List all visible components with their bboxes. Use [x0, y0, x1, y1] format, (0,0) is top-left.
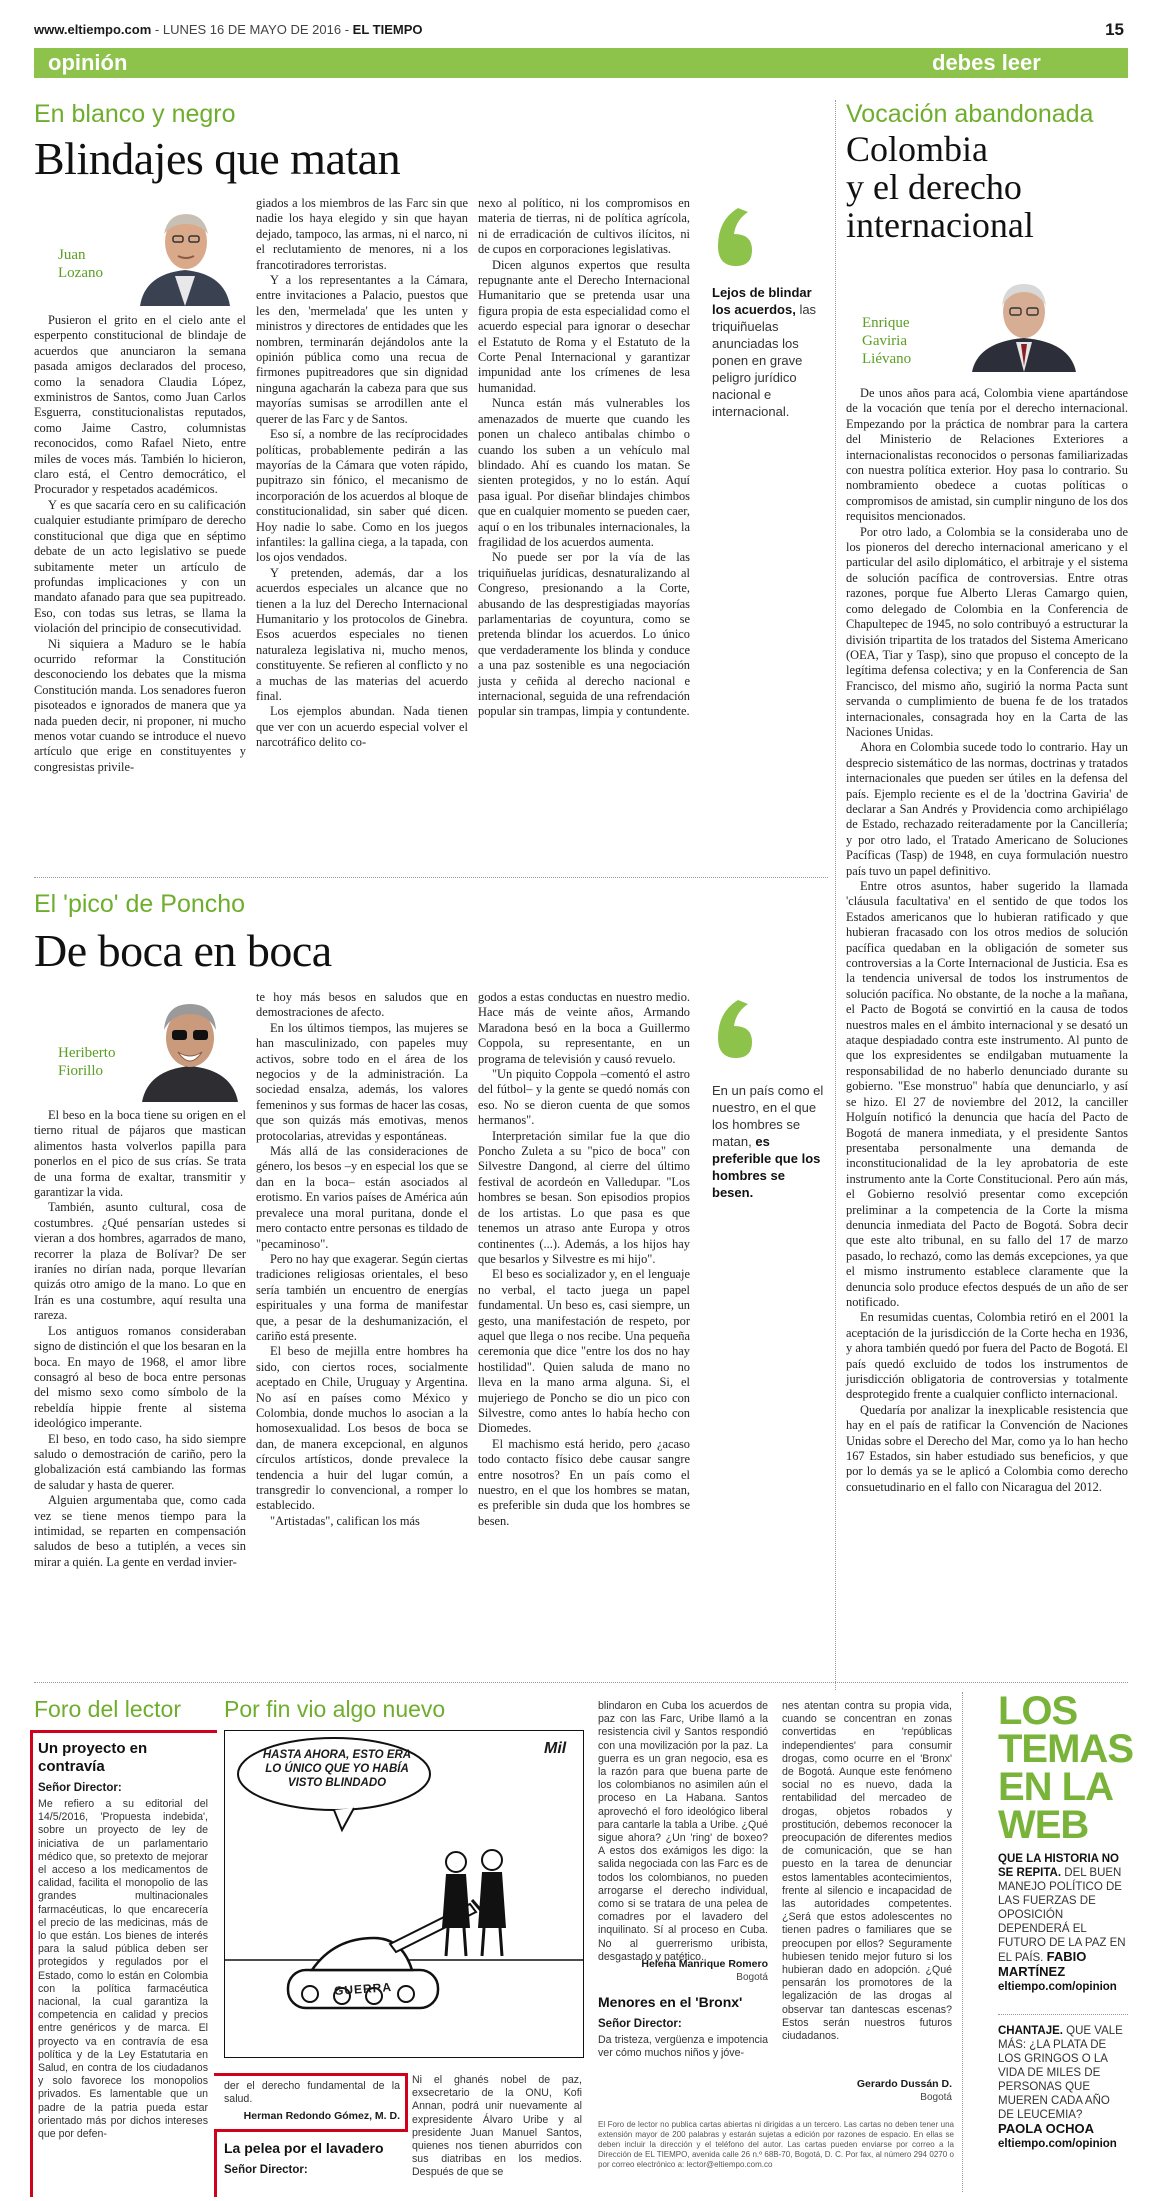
letter1-frame-step: [214, 2129, 408, 2132]
article1-title: Blindajes que matan: [34, 133, 401, 184]
letter2-salutation: Señor Director:: [224, 2164, 308, 2176]
article1-col1: Pusieron el grito en el cielo ante el esperpento constitucional de blindaje de acuerdos que anunciaron la semana pasada amigos declarados del proceso, como la senadora Claudia López, exministros de Santos, como Juan Carlos Esguerra, constitucionalistas reputados, como Jaime Castro, columnistas reconocidos, como Rafael Nieto, entre miles de voces más. También lo hicieron, claro está, el Centro democrático, el Procurador y respetados académicos. Y es que sacaría cero en su calificación cualquier estudiante primíparo de derecho constitucional que diga que en séptimo debate de un acto legislativo se puede subitamente meter un artículo de profundas implicaciones y con un mandato afanado para que sea pupitreado. Eso, con todas sus letras, se llama la violación del principio de consecutividad. Ni siquiera a Maduro se le había ocurrido reformar la Constitución desconociendo los debates que la misma Constitución manda. Los senadores fueron pisoteados e ignorados de manera que ya nada pueden decir, ni proponer, ni mucho menos votar cuando se introduce el nuevo artículo que erige en constituyentes y congresistas privile-: [34, 313, 246, 774]
letter1-continued: der el derecho fundamental de la salud.: [224, 2080, 400, 2106]
divider: [34, 877, 828, 878]
letter3-title: Menores en el 'Bronx': [598, 1994, 743, 2010]
divider: [34, 1682, 1128, 1683]
divider: [998, 2014, 1128, 2015]
section-label: opinión: [48, 50, 128, 75]
letter3-city: Bogotá: [920, 2092, 952, 2103]
site-url[interactable]: www.eltiempo.com: [34, 22, 152, 37]
letter1-signature: Herman Redondo Gómez, M. D.: [243, 2110, 400, 2122]
author-photo-lozano: [130, 196, 240, 306]
author-photo-gaviria: [964, 274, 1084, 372]
article3-kicker: Vocación abandonada: [846, 100, 1094, 128]
foro-kicker: Foro del lector: [34, 1696, 182, 1722]
letter1-salutation: Señor Director:: [38, 1782, 122, 1794]
article1-kicker: En blanco y negro: [34, 100, 236, 128]
letter3-col2: nes atentan contra su propia vida, cuando se concentran en zonas convertidas en 'repúblicas independientes' para consumir drogas, como ocurre en el 'Bronx' de Bogotá. Aunque este fenómeno social no es nuevo, dada la rentabilidad del mercadeo de drogas, objetos robados y prostitución, debemos reconocer la preocupación de diferentes medios de comunicación, que se han puesto en la tarea de denunciar estos lamentables acontecimientos, frente al silencio e incapacidad de las autoridades competentes. ¿Será que estos adolescentes no tienen padres o familiares que se preocupen por ellos? Seguramente hubiesen tenido mejor futuro si los hubieran dado en adopción. ¿Qué pensarán los promotores de la legalización de las drogas al observar tan dantescas escenas? Estos serán nuestros futuros ciudadanos.: [782, 1700, 952, 2043]
letter1-title: Un proyecto en contravía: [38, 1740, 148, 1775]
divider: [835, 100, 836, 1690]
letter3-salutation: Señor Director:: [598, 2018, 682, 2030]
author-photo-fiorillo: [134, 990, 246, 1102]
letter2-title: La pelea por el lavadero: [224, 2140, 384, 2156]
cartoon-title: Por fin vio algo nuevo: [224, 1696, 446, 1722]
letter1-frame-bottom: [214, 2073, 406, 2076]
article2-title: De boca en boca: [34, 925, 332, 976]
article3-body: De unos años para acá, Colombia viene apartándose de la vocación que tenía por el derecho internacional. Empezando por la práctica de nombrar para la cartera del Ministerio de Relaciones Exteriores a internacionalistas reconocidos o personas familiarizadas con nuestra política exterior. Hoy pasa lo contrario. Su nombramiento obedece a cuotas políticas o compromisos de amistad, sin cumplir ninguno de los dos requisitos mencionados. Por otro lado, a Colombia se la consideraba uno de los pioneros del derecho internacional americano y el particular del asilo diplomático, el arbitraje y el sistema de solución pacífica de controversias. Entre otras razones, porque fue Alberto Lleras Camargo quien, como delegado de Colombia en la Conferencia de Chapultepec de 1945, no solo contribuyó a estructurar la división tripartita de los tratados del Sistema Americano (OEA, Tiar y Tasp), sino que propuso el concepto de la legítima defensa colectiva; y en la Conferencia de San Francisco, del mismo año, sugirió la norma Pacta sunt servanda o cumplimiento de buena fe de los tratados internacionales, consagrada hoy en la Carta de las Naciones Unidas. Ahora en Colombia sucede todo lo contrario. Hay un desprecio sistemático de las normas, doctrinas y tratados internacionales que pueden ser útiles en la defensa del país. Ejemplo reciente es el de la 'doctrina Gaviria' de declarar a San Andrés y Providencia como archipiélago de Estado, rechazado reiteradamente por la Cancillería; y por otro lado, el Tratado Americano de Soluciones Pacíficas (Tasp) de 1948, en cuya formulación nuestro país tuvo un papel definitivo. Entre otros asuntos, haber sugerido la llamada 'cláusula facultativa' en el sentido de que todos los Estados americanos que lo hubieran ratificado y que hubieran fracasado con los otros medios de solución pacífica quedaban en la obligación de someter sus controversias a la Corte Internacional de Justicia. Esa es la tendencia universal de todos los instrumentos de solución pacífica. No obstante, de la noche a la mañana, el Pacto de Bogotá se convirtió en la causa de todos nuestros males en el ámbito internacional y se desató un ataque despiadado contra este instrumento. Al punto de que los expresidentes se endilgaban mutuamente la responsabilidad de no haberlo denunciado durante su gobierno. "Ese monstruo" había que denunciarlo, y así se hizo. El 27 de noviembre del 2012, la canciller Holguín notificó la denuncia que hacía del Pacto de Bogotá de manera inmediata, y el presidente Santos presentaba personalmente una demanda de inconstitucionalidad de la ley aprobatoria de este instrumento ante la Corte Constitucional. Pero aún más, el Gobierno resolvió presentar como excepción preliminar a la competencia de la Corte la misma denuncia inmediata del Pacto de Bogotá. Sobra decir que este alto tribunal, en su fallo del 17 de marzo pasado, lo rechazó, como las demás excepciones, ya que el mismo instrumento establece claramente que la denuncia solo produce efectos después de un año de ser notificado. En resumidas cuentas, Colombia retiró en el 2001 la aceptación de la jurisdicción de la Corte hecha en 1936, y ahora también quedó por fuera del Pacto de Bogotá. El país quedó excluido de todos los instrumentos de jurisdicción obligatoria de controversias y totalmente desprotegido frente a cualquier conflicto internacional. Quedaría por analizar la inexplicable resistencia que hay en el país de ratificar la Convención de Naciones Unidas sobre el Derecho del Mar, como ya lo han hecho 167 Estados, sin haber estudiado sus beneficios, y que por lo demás ya se le aplicó a Colombia como derecho consuetudinario en el fallo con Nicaragua del 2012.: [846, 386, 1128, 1494]
article3-title: Colombia y el derecho internacional: [846, 129, 1034, 245]
letter2-signature: Helena Manrique Romero: [641, 1958, 768, 1970]
letter3-signature: Gerardo Dussán D.: [856, 2078, 952, 2090]
article2-pullquote: En un país como el nuestro, en el que los hombres se matan, es preferible que los hombres se besen.: [712, 1083, 824, 1200]
paper-name: EL TIEMPO: [352, 22, 423, 37]
article1-author: Juan Lozano: [58, 247, 103, 281]
letter1-body: Me refiero a su editorial del 14/5/2016, 'Propuesta indebida', sobre un proyecto de ley de iniciativa de un parlamentario médico que, so pretexto de mejorar el acceso a los medicamentos de calidad, facilita el monopolio de las grandes multinacionales farmacéuticas, lo que encarecería el precio de las medicinas, más de lo que están. Los bienes de interés para la salud pública deben ser protegidos y regulados por el Estado, como lo están en Colombia con la política farmacéutica nacional, la cual garantiza la competencia en calidad y precios entre genéricos y de marca. El proyecto va en contravía de esa política y de la Ley Estatutaria en Salud, en contra de los ciudadanos y solo favorece los monopolios privados. Es lamentable que un padre de la patria pueda estar orientado más por dichos intereses que por defen-: [38, 1798, 208, 2141]
divider: [962, 1692, 963, 2192]
web-item-2-link[interactable]: eltiempo.com/opinion: [998, 2138, 1117, 2150]
web-item-1[interactable]: QUE LA HISTORIA NO SE REPITA. DEL BUEN MANEJO POLÍTICO DE LAS FUERZAS DE OPOSICIÓN DEPENDERÁ EL FUTURO DE LA PAZ EN EL PAÍS. FABIO MARTÍNEZ eltiempo.com/opinion: [998, 1852, 1128, 1994]
letter2-col2: blindaron en Cuba los acuerdos de paz con las Farc, Uribe llamó a la resistencia civil y Santos respondió con una movilización por la paz. La guerra es un gran negocio, esa es la razón para que buena parte de los colombianos no asimilen aún el proceso en La Habana. Santos aprovechó el foro ideológico liberal para cantarle la tabla a Uribe. ¿Qué sigue ahora? ¿Un 'ring' de boxeo? A estos dos exámigos les digo: la salida negociada con las Farc es de todos los colombianos, no pueden arrogarse el derecho individual, como si se tratara de una pelea de comadres por el lavadero del inquilinato. Sí al proceso en Cuba. No al guerrerismo uribista, desgastado y patético.: [598, 1700, 768, 1963]
article3-author: Enrique Gaviria Liévano: [862, 315, 912, 367]
letter2-body: Ni el ghanés nobel de paz, exsecretario de la ONU, Kofi Annan, podrá unir nuevamente al expresidente Álvaro Uribe y al presidente Juan Manuel Santos, quienes nos tienen aburridos con sus diatribas en los medios. Después de que se: [412, 2074, 582, 2179]
letter1-frame-right: [405, 2073, 408, 2131]
article1-col2: giados a los miembros de las Farc sin que nadie los haya elegido y sin que hayan dejado, tampoco, las armas, ni el narco, ni el reclutamiento de menores, ni a los francotiradores terroristas. Y a los representantes a la Cámara, entre invitaciones a Palacio, puestos que les den, 'mermelada' que les unten y ministros y directores de entidades que les nombren, terminarán dejándolos ante la opinión pública como una recua de firmones pupitreadores que sin dignidad ninguna agacharán la cabeza para que sus mayorías sumisas se arrodillen ante el querer de las Farc y de Santos. Eso sí, a nombre de las recíprocidades políticas, probablemente pedirán a las mayorías de la Cámara que voten rápido, pupitrazo sin fónico, el mecanismo de incorporación de los acuerdos al bloque de constitucionalidad, sin saber qué dicen. Hoy nadie lo sabe. Como en los juegos infantiles: la gallina ciega, a la tapada, con los ojos vendados. Y pretenden, además, dar a los acuerdos especiales un alcance que no tienen a la luz del Derecho Internacional Humanitario y los protocolos de Ginebra. Esos acuerdos especiales no tienen naturaleza legislativa ni, mucho menos, constituyente. Se refieren al conflicto y no a muchas de las materias del acuerdo final. Los ejemplos abundan. Nada tienen que ver con un acuerdo especial volver el narcotráfico delito co-: [256, 196, 468, 750]
page-header: www.eltiempo.com - LUNES 16 DE MAYO DE 2016 - EL TIEMPO 15: [34, 20, 1124, 39]
foro-footnote: El Foro de lector no publica cartas abiertas ni dirigidas a un tercero. Las cartas no deben tener una extensión mayor de 200 palabras y estarán sujetas a edición por razones de espacio. En ellas se deben incluir la dirección y el teléfono del autor. Las cartas pueden enviarse por correo a la Dirección de EL TIEMPO, avenida calle 26 n.º 68B-70, Bogotá, D. C. Por fax, al número 294 0270 o por correo electrónico a: lector@eltiempo.com.co: [598, 2120, 954, 2169]
section-right-label: debes leer: [932, 50, 1041, 75]
header-date: LUNES 16 DE MAYO DE 2016: [162, 22, 342, 37]
article2-col3: godos a estas conductas en nuestro medio. Hace más de veinte años, Armando Maradona besó en la boca a Guillermo Coppola, su representante, en un programa de televisión y causó revuelo. "Un piquito Coppola –comentó el astro del fútbol– y la gente se quedó nomás con eso. No se dieron cuenta de que somos hermanos". Interpretación similar fue la que dio Poncho Zuleta a su "pico de boca" con Silvestre Dangond, al cierre del último festival de acordeón en Valledupar. "Los hombres se besan. Son episodios propios de los artistas. Lo que pasa es que tenemos un atraso ante Europa y otros continentes (...). Además, a los hijos hay que besarlos y Silvestre es mi hijo". El beso es socializador y, en el lenguaje no verbal, el tacto juega un papel fundamental. Un beso es, casi siempre, un gesto, una manifestación de respeto, por aquel que llega o nos recibe. Una pequeña ceremonia que dice "entre los dos no hay hostilidad". Quien saluda de mano no lleva en la mano arma alguna. Si, el mujeriego de Poncho se dio un pico con Silvestre, como antes lo había hecho con Diomedes. El machismo está herido, pero ¿acaso todo contacto físico debe causar sangre entre nosotros? En un país como el nuestro, en el que los hombres se matan, es preferible sin duda que los hombres se besen.: [478, 990, 690, 1528]
article1-col3: nexo al político, ni los compromisos en materia de tierras, ni de política agrícola, ni de erradicación de cultivos ilícitos, ni de cupos en corporaciones legislativas. Dicen algunos expertos que resulta repugnante ante el Derecho Internacional Humanitario que se pretenda usar una figura propia de esta especialidad como el acuerdo especial para ignorar o desechar el Estatuto de Roma y el Estatuto de la Corte Penal Internacional y garantizar impunidad ante los crímenes de lesa humanidad. Nunca están más vulnerables los amenazados de muerte que cuando les ponen un chaleco antibalas chimbo o cuando los suben a un vehículo mal blindado. Ahí es cuando los matan. Se sienten protegidos, y no lo están. Aquí pasa igual. Por diseñar blindajes chimbos que en cualquier momento se pueden caer, aquí o en los tribunales internacionales, la fragilidad de los acuerdos aumenta. No puede ser por la vía de las triquiñuelas jurídicas, desnaturalizando al Congreso, presionando a la Corte, abusando de las desprestigiadas mayorías parlamentarias de coyuntura, como se pretenda blindar los acuerdos. Lo único que verdaderamente los blinda y conduce a una paz sostenible es una negociación justa y ceñida al derecho nacional e internacional, seguida de una refrendación popular sin trampas, limpia y contundente.: [478, 196, 690, 719]
quote-mark-icon: [712, 998, 758, 1062]
letter2-city: Bogotá: [736, 1972, 768, 1983]
web-item-2[interactable]: CHANTAJE. QUE VALE MÁS: ¿LA PLATA DE LOS GRINGOS O LA VIDA DE MILES DE PERSONAS QUE MUEREN CADA AÑO DE LEUCEMIA? PAOLA OCHOA eltiempo.com/opinion: [998, 2024, 1128, 2151]
article1-pullquote: Lejos de blindar los acuerdos, las triquiñuelas anunciadas los ponen en grave peligro jurídico nacional e internacional.: [712, 285, 817, 419]
letter1-frame-inner: [214, 2129, 217, 2197]
web-title: LOS TEMAS EN LA WEB: [998, 1689, 1133, 1847]
cartoon-speech-text: HASTA AHORA, ESTO ERA LO ÚNICO QUE YO HABÍA VISTO BLINDADO: [262, 1749, 412, 1789]
quote-mark-icon: [712, 206, 758, 270]
article2-author: Heriberto Fiorillo: [58, 1045, 116, 1079]
web-item-1-link[interactable]: eltiempo.com/opinion: [998, 1981, 1117, 1993]
page-number: 15: [1105, 20, 1124, 39]
article2-col2: te hoy más besos en saludos que en demostraciones de afecto. En los últimos tiempos, las mujeres se han masculinizado, con papeles muy activos, sobre todo en el área de los negocios y de la administración. La sociedad ensalza, además, los valores femeninos y sus formas de hacer las cosas, que son quizás más emotivas, menos protocolarias, atrevidas y espontáneas. Más allá de las consideraciones de género, los besos –y en especial los que se dan en la boca– están asociados al erotismo. En varios países de América aún prevalece una moral puritana, donde el mero contacto entre personas es tildado de "pecaminoso". Pero no hay que exagerar. Según ciertas tradiciones religiosas orientales, el beso sería también un encuentro de energías espirituales y una forma de manifestar que, a pesar de la deshumanización, el cariño está presente. El beso de mejilla entre hombres ha sido, con ciertos roces, socialmente aceptado en Chile, Uruguay y Argentina. No así en países como México y Colombia, donde muchos lo asocian a la homosexualidad. Los besos de boca se dan, de manera excepcional, en algunos círculos artísticos, donde prevalece la tendencia a huir del lugar común, a transgredir lo convencional, a romper lo establecido. "Artistadas", califican los más: [256, 990, 468, 1528]
cartoon-signature: Mil: [544, 1740, 567, 1757]
cartoon-tank-label: GUERRA: [333, 1979, 393, 1999]
article2-col1: El beso en la boca tiene su origen en el tierno ritual de pájaros que mastican alimentos hasta volverlos papilla para ponerlos en el pico de sus crías. Se trata de una forma de exaltar, transmitir y garantizar la vida. También, asunto cultural, cosa de costumbres. ¿Qué pensarían ustedes si vieran a dos hombres, agarrados de mano, recorrer la plaza de Bolívar? De ser iraníes no dirían nada, porque llevarían quizás otro amigo de la mano. Lo que en Irán es una costumbre, aquí resulta una rareza. Los antiguos romanos consideraban signo de distinción el que los besaran en la boca. En mayo de 1968, el amor libre consagró al beso de boca entre personas del mismo sexo como símbolo de la rebeldía hippie frente al sistema ideológico imperante. El beso, en todo caso, ha sido siempre saludo o demostración de cariño, pero la globalización está cambiando las formas de saludar y hasta de querer. Alguien argumentaba que, como cada vez se tiene menos tiempo para la intimidad, se reparten en compensación saludos de beso a tutiplén, a veces sin mirar a quién. La gente en verdad invier-: [34, 1108, 246, 1569]
letter3-body: Da tristeza, vergüenza e impotencia ver cómo muchos niños y jóve-: [598, 2034, 768, 2060]
article2-kicker: El 'pico' de Poncho: [34, 890, 246, 918]
